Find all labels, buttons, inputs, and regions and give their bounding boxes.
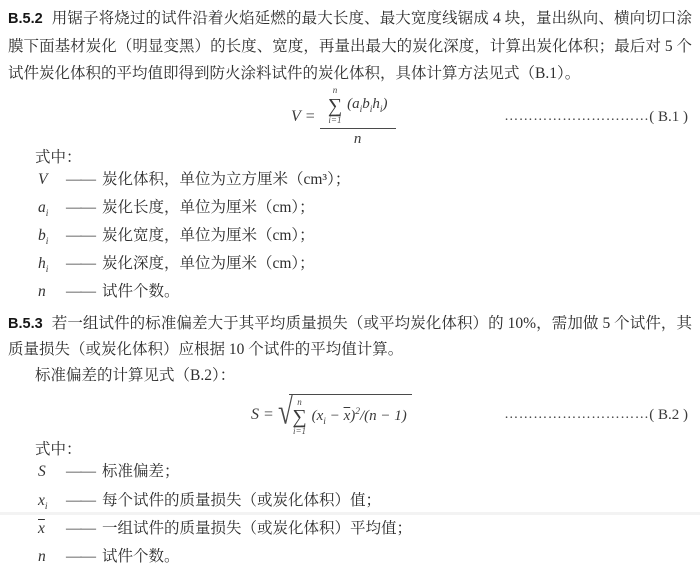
- eq-b2-lhs: S: [251, 406, 259, 424]
- definition-row-a: $a_i$ —— 炭化长度，单位为厘米（cm）；: [38, 199, 315, 220]
- eq-b1-numerator: [320, 86, 396, 129]
- definition-row-v: V —— 炭化体积，单位为立方厘米（cm³）；: [8, 169, 692, 197]
- em-dash: ——: [66, 491, 95, 509]
- em-dash: ——: [66, 519, 95, 537]
- clause-b52: [8, 5, 692, 87]
- sum-operator-icon: n ∑ i=1: [292, 396, 307, 437]
- em-dash: ——: [66, 199, 95, 217]
- em-dash: ——: [66, 255, 95, 273]
- clause-b53: [8, 311, 692, 363]
- equation-b1-row: [8, 84, 692, 148]
- em-dash: ——: [66, 463, 95, 481]
- definition-row-xi: $x_i$ —— 每个试件的质量损失（或炭化体积）值；: [38, 491, 382, 512]
- clause-b53-number: B.5.3: [8, 316, 43, 333]
- clause-b52-number: B.5.2: [8, 11, 43, 27]
- leader-dots: …………………………: [504, 407, 650, 423]
- definition-row-xbar: $\overline{x}$ —— 一组试件的质量损失（或炭化体积）平均值；: [8, 518, 692, 546]
- eq-b2-radicand: [289, 394, 411, 438]
- em-dash: ——: [66, 171, 95, 188]
- definition-row-n2: n —— 试件个数。: [8, 546, 692, 574]
- b1-definitions: [8, 147, 692, 309]
- equation-b1: [291, 86, 396, 149]
- eq-b1-product-term: $(a_ib_ih_i)$: [347, 96, 388, 115]
- equation-b2-row: [8, 391, 692, 439]
- eq-b2-equals: =: [264, 406, 274, 424]
- definition-row-h: $h_i$ —— 炭化深度，单位为厘米（cm）；: [38, 255, 315, 276]
- definition-row-b: $b_i$ —— 炭化宽度，单位为厘米（cm）；: [38, 227, 315, 248]
- equation-b2: [251, 390, 412, 438]
- definition-row-s: S —— 标准偏差；: [8, 461, 692, 489]
- where-heading-2: 式中：: [35, 441, 82, 459]
- equation-b2-label: ( B.2 ): [649, 406, 688, 423]
- leader-dots: …………………………: [504, 109, 650, 124]
- definition-row-n1: n —— 试件个数。: [8, 281, 692, 309]
- eq-b1-equals: =: [305, 108, 315, 125]
- eq-b2-sqrt: [278, 390, 412, 438]
- eq-b1-fraction: [320, 86, 396, 149]
- clause-b52-text: 用锯子将烧过的试件沿着火焰延燃的最大长度、最大宽度线锯成 4 块，量出纵向、横向切口涂膜下面基材炭化（明显变黑）的长度、宽度，再量出最大的炭化深度，计算出炭化体积；最后对 5 个试件炭化体积的平均值即得到防火涂料试件的炭化体积，具体计算方法见式（B.1）。: [8, 10, 692, 82]
- em-dash: ——: [66, 227, 95, 245]
- where-heading-1: 式中：: [35, 149, 82, 166]
- clause-b53-text: 若一组试件的标准偏差大于其平均质量损失（或平均炭化体积）的 10%，需加做 5 个试件，其质量损失（或炭化体积）应根据 10 个试件的平均值计算。: [8, 315, 692, 359]
- radical-sign-icon: √: [278, 390, 293, 432]
- em-dash: ——: [66, 547, 95, 565]
- eq-b1-lhs: V: [291, 108, 301, 125]
- equation-b1-label: ( B.1 ): [649, 108, 688, 125]
- b2-definitions: [8, 439, 692, 573]
- clause-b53-subline: 标准偏差的计算见式（B.2）：: [35, 367, 236, 385]
- sum-operator-icon: n ∑ i=1: [327, 84, 343, 125]
- em-dash: ——: [66, 283, 95, 301]
- eq-b2-expression: $(x_i - \overline{x})^2/(n - 1)$: [311, 407, 407, 428]
- eq-b1-denominator: n: [353, 131, 362, 148]
